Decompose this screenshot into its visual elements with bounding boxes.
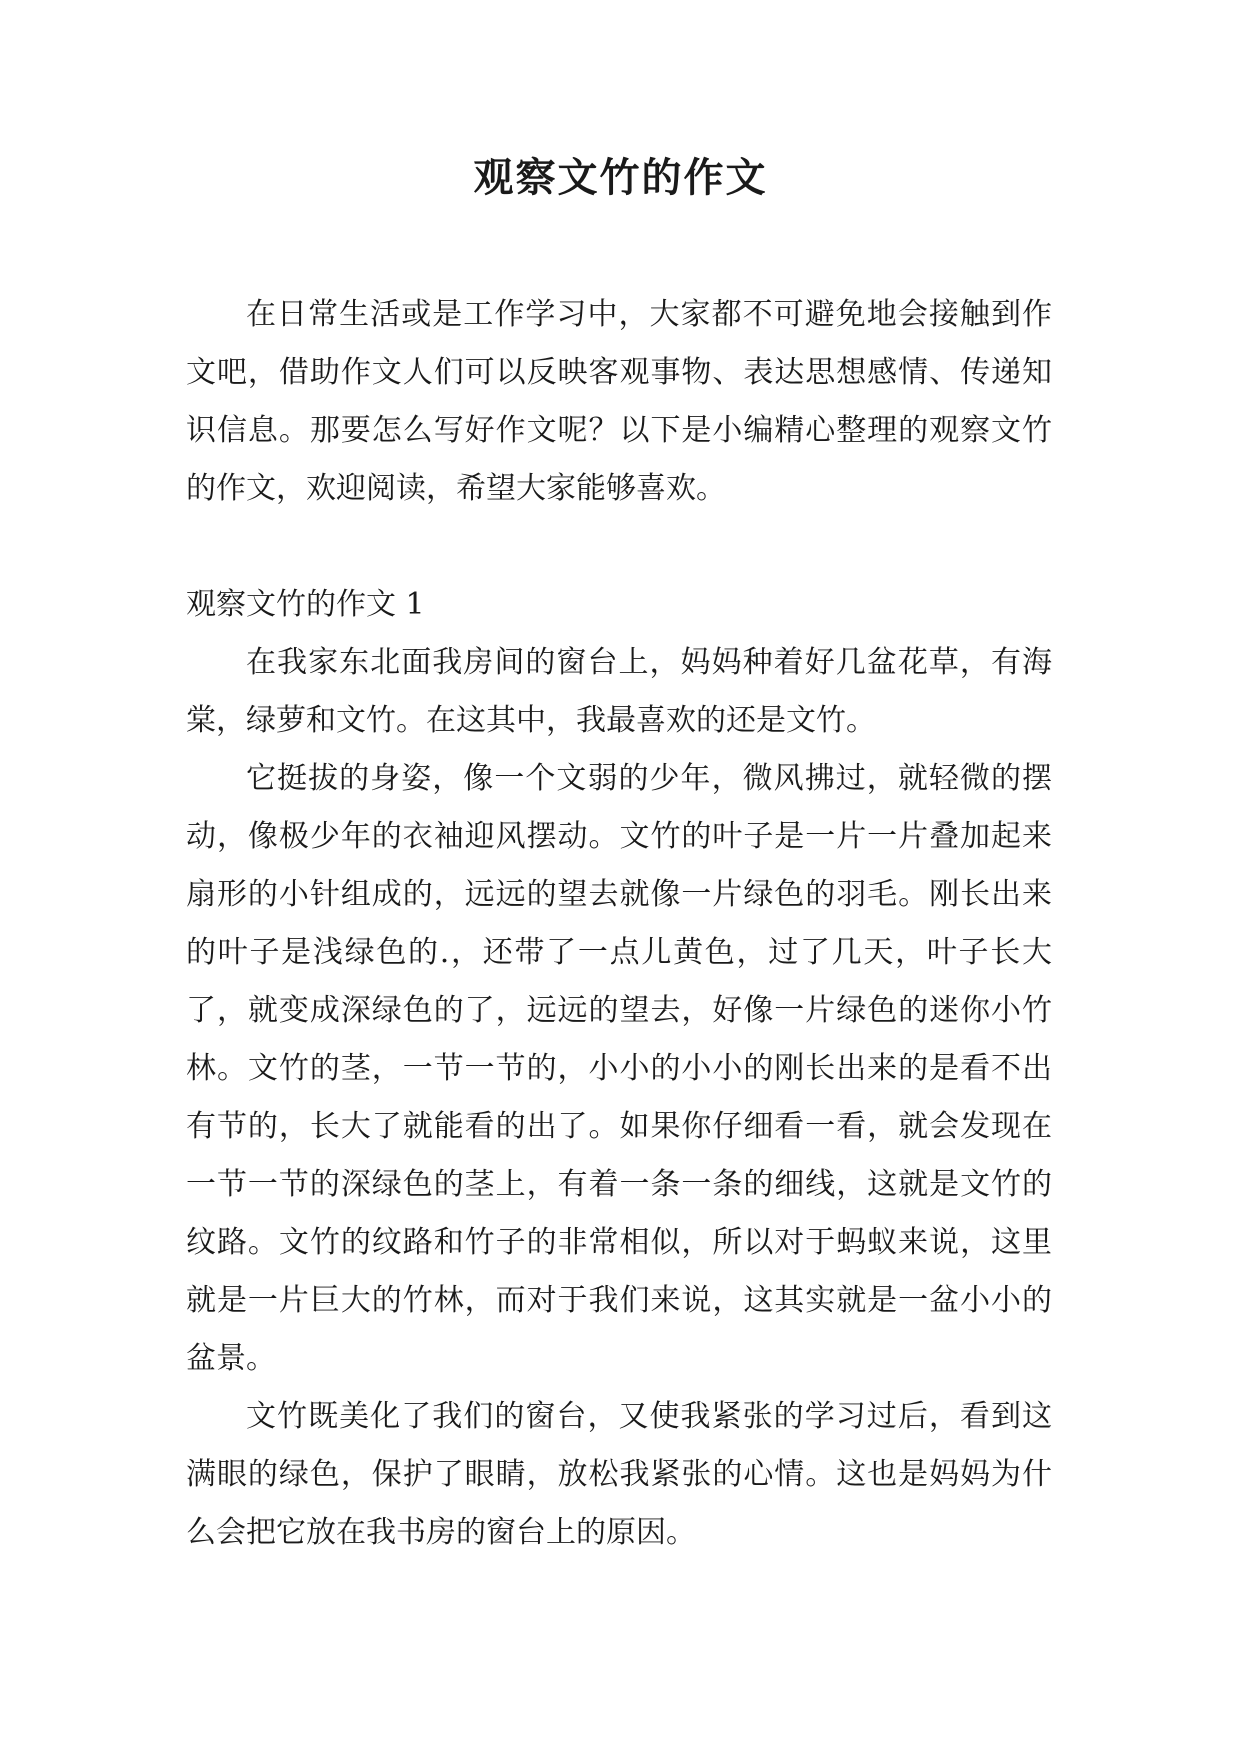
essay-section-1	[186, 576, 1052, 1562]
section-paragraph-3: 文竹既美化了我们的窗台，又使我紧张的学习过后，看到这满眼的绿色，保护了眼睛，放松我紧张的心情。这也是妈妈为什么会把它放在我书房的窗台上的原因。	[186, 1399, 1052, 1550]
intro-block	[186, 286, 1052, 518]
section-paragraph-1: 在我家东北面我房间的窗台上，妈妈种着好几盆花草，有海棠，绿萝和文竹。在这其中，我最喜欢的还是文竹。	[186, 645, 1052, 738]
document-title: 观察文竹的作文	[473, 155, 768, 201]
section-heading: 观察文竹的作文 1	[186, 587, 425, 622]
intro-paragraph: 在日常生活或是工作学习中，大家都不可避免地会接触到作文吧，借助作文人们可以反映客观事物、表达思想感情、传递知识信息。那要怎么写好作文呢？以下是小编精心整理的观察文竹的作文，欢迎阅读，希望大家能够喜欢。	[186, 297, 1052, 506]
section-paragraph-2: 它挺拔的身姿，像一个文弱的少年，微风拂过，就轻微的摆动，像极少年的衣袖迎风摆动。文竹的叶子是一片一片叠加起来扇形的小针组成的，远远的望去就像一片绿色的羽毛。刚长出来的叶子是浅绿色的.，还带了一点儿黄色，过了几天，叶子长大了，就变成深绿色的了，远远的望去，好像一片绿色的迷你小竹林。文竹的茎，一节一节的，小小的小小的刚长出来的是看不出有节的，长大了就能看的出了。如果你仔细看一看，就会发现在一节一节的深绿色的茎上，有着一条一条的细线，这就是文竹的纹路。文竹的纹路和竹子的非常相似，所以对于蚂蚁来说，这里就是一片巨大的竹林，而对于我们来说，这其实就是一盆小小的盆景。	[186, 761, 1052, 1376]
